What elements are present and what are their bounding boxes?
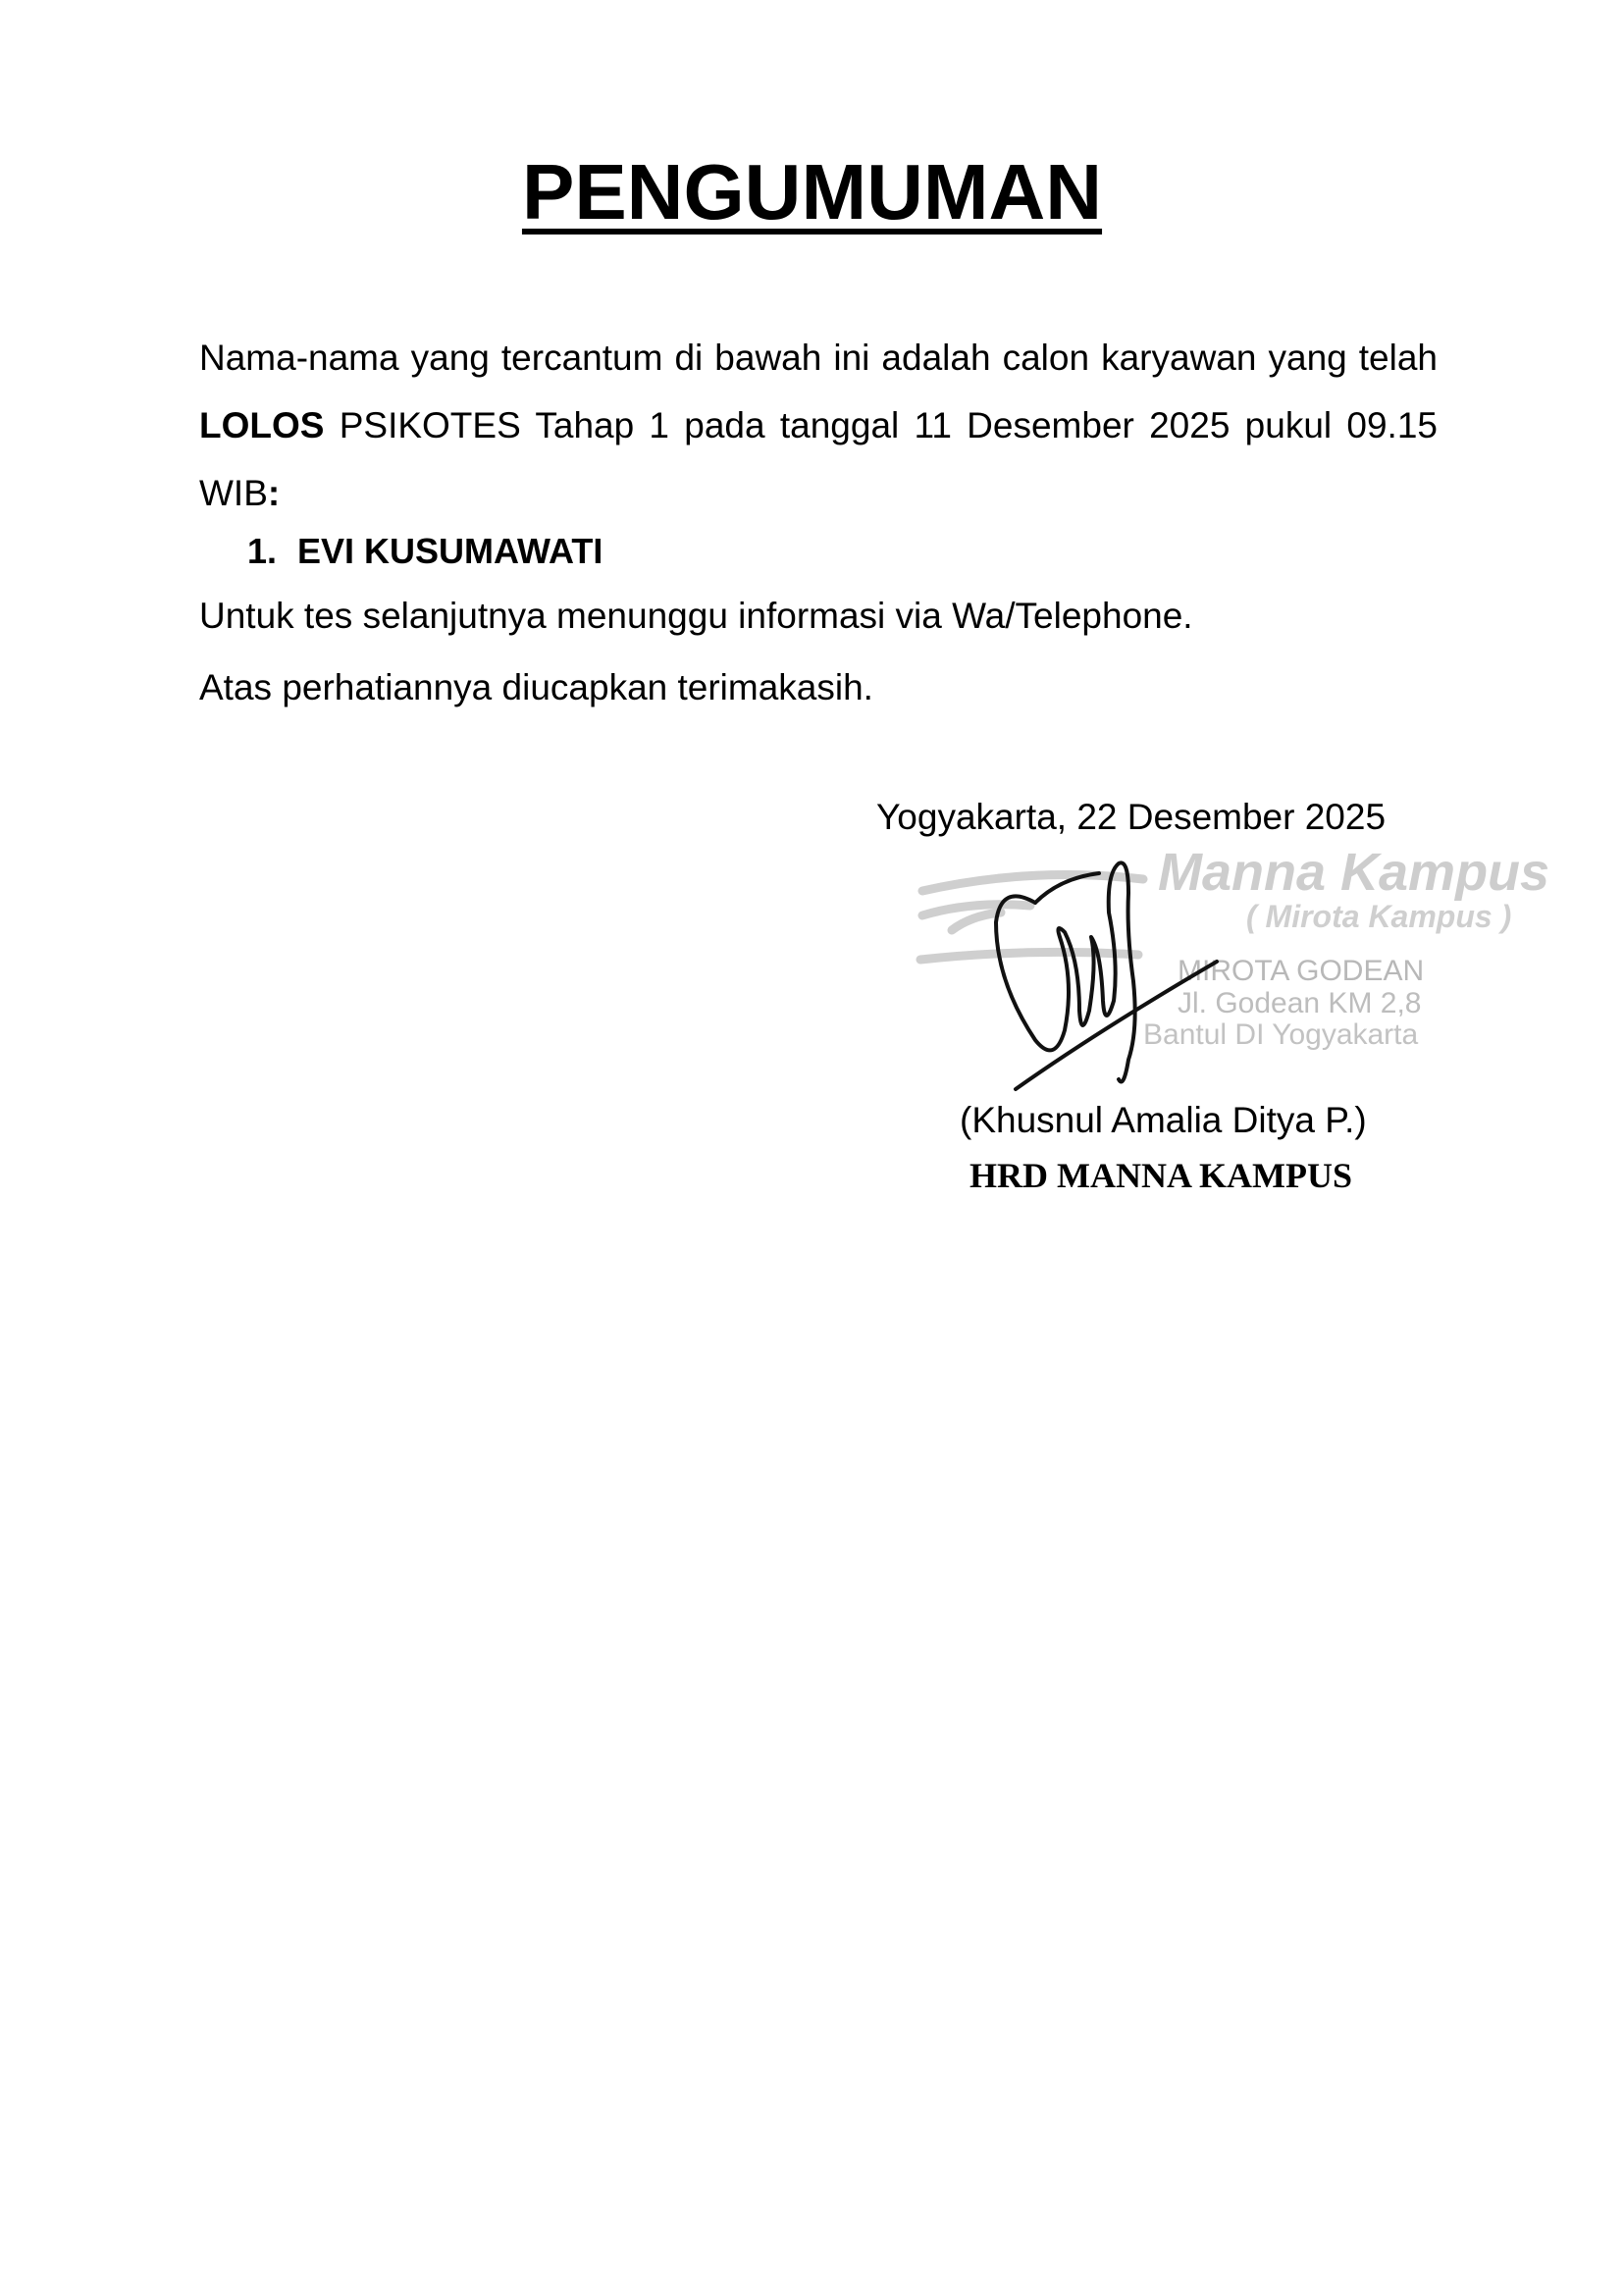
document-title <box>0 145 1624 239</box>
title-text: PENGUMUMAN <box>521 148 1103 235</box>
list-item <box>247 517 602 586</box>
signer-title: HRD MANNA KAMPUS <box>969 1156 1352 1195</box>
handwritten-signature <box>981 844 1315 1109</box>
stamp-subtitle: ( Mirota Kampus ) <box>1246 899 1512 934</box>
intro-text-2: PSIKOTES Tahap 1 pada tanggal 11 Desember 2025 pukul 09.15 WIB <box>199 405 1438 513</box>
intro-text-1: Nama-nama yang tercantum di bawah ini adalah calon karyawan yang telah <box>199 338 1438 378</box>
next-step-text: Untuk tes selanjutnya menunggu informasi via Wa/Telephone. <box>199 596 1193 636</box>
stamp-line-3: Bantul DI Yogyakarta <box>1143 1018 1419 1051</box>
intro-colon: : <box>267 473 281 513</box>
signer-name: (Khusnul Amalia Ditya P.) <box>960 1100 1367 1140</box>
list-item-number: 1. <box>247 531 278 571</box>
stamp-line-1: MIROTA GODEAN <box>1178 955 1425 987</box>
closing-text: Atas perhatiannya diucapkan terimakasih. <box>199 667 873 707</box>
stamp-line-2: Jl. Godean KM 2,8 <box>1178 987 1422 1019</box>
intro-paragraph <box>199 324 1438 527</box>
intro-bold-status: LOLOS <box>199 405 325 445</box>
stamp-name: Manna Kampus <box>1158 843 1550 902</box>
list-item-name: EVI KUSUMAWATI <box>297 531 603 571</box>
place-date: Yogyakarta, 22 Desember 2025 <box>876 797 1387 837</box>
